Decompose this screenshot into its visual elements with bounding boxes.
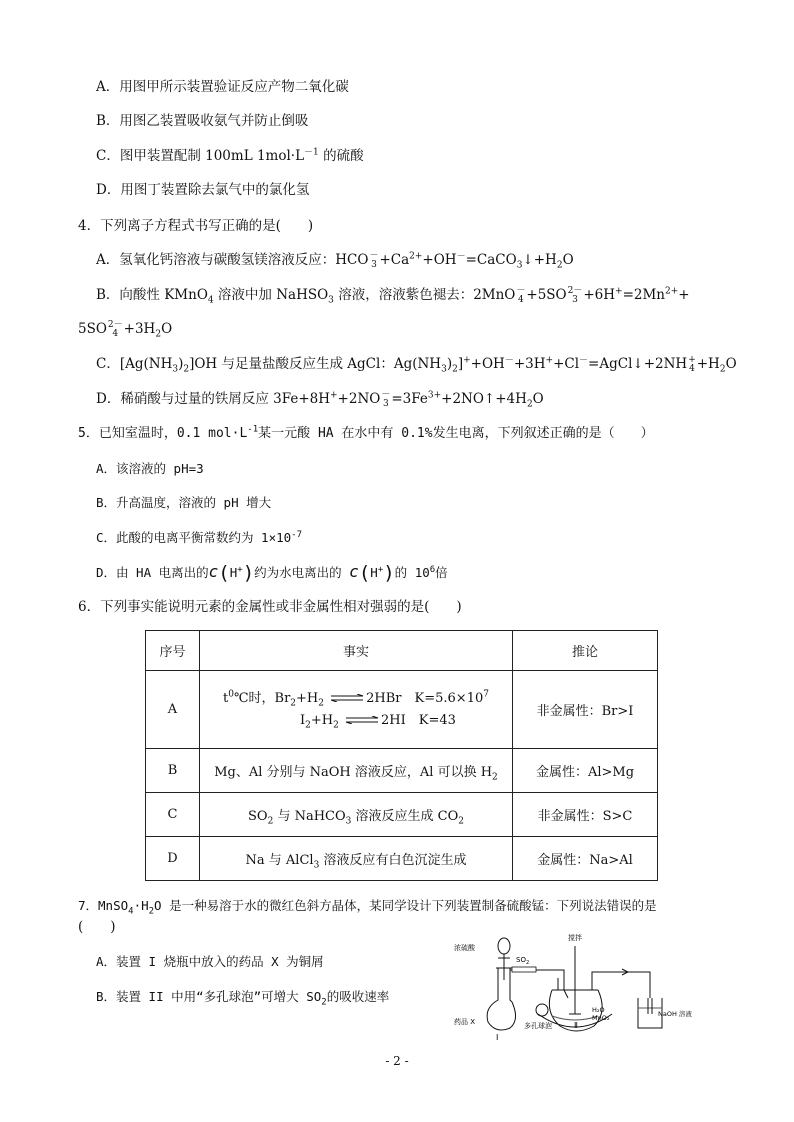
table-header-row (146, 631, 658, 671)
q7-stem: 7．$MnSO_4\cdot H_2O$ 是一种易溶于水的微红色斜方晶体，某同学设计下列装置制备硫酸锰：下列说法错误的是 (78, 898, 657, 917)
label-stir: 搅拌 (568, 934, 582, 942)
q3-option-c: C．图甲装置配制 100mL $1mol\cdot L^{-1}$ 的硫酸 (96, 147, 364, 164)
header-conclusion: 推论 (513, 631, 658, 671)
q7-option-a: A．装置 I 烧瓶中放入的药品 X 为铜屑 (96, 954, 324, 969)
page-number: - 2 - (385, 1054, 409, 1068)
table-row (146, 793, 658, 837)
row-fact: $SO_2$ 与 NaHCO$_3$ 溶液反应生成 $CO_2$ (200, 793, 513, 837)
q3-option-b: B．用图乙装置吸收氨气并防止倒吸 (96, 113, 309, 129)
dropping-funnel (498, 938, 510, 980)
q4-option-b: B．向酸性 KMnO$_4$ 溶液中加 NaHSO$_3$ 溶液，溶液紫色褪去：2MnO － 4 +5SO 2－ 3 $+6H^+=2Mn^{2+}+$ (96, 285, 690, 306)
q5-option-c: C．此酸的电离平衡常数约为 $1\times 10^{-7}$ (96, 529, 302, 545)
q6-stem: 6．下列事实能说明元素的金属性或非金属性相对强弱的是( ) (78, 599, 462, 615)
q7-option-b: B．装置 II 中用“多孔球泡”可增大 $SO_2$的吸收速率 (96, 989, 390, 1008)
q4-stem: 4．下列离子方程式书写正确的是( ) (78, 218, 314, 234)
row-conclusion: 金属性：Al>Mg (513, 749, 658, 793)
table-row (146, 749, 658, 793)
header-fact: 事实 (200, 631, 513, 671)
equilibrium-arrow-icon (330, 694, 364, 702)
q5-stem: 5．已知室温时，0.1 $mol\cdot L^{-1}$某一元酸 HA 在水中有 0.1%发生电离，下列叙述正确的是（ ） (78, 424, 654, 441)
label-flask-ii: Ⅱ (574, 1021, 578, 1030)
equilibrium-arrow-icon (345, 716, 379, 724)
label-h2o: H₂O (592, 1006, 605, 1014)
flask-i (487, 968, 515, 1030)
mnso4-apparatus-diagram (452, 928, 704, 1044)
row-fact: Mg、Al 分别与 NaOH 溶液反应，Al 可以换 $H_2$ (200, 749, 513, 793)
q5-option-d: D．由 HA 电离出的c(H+)约为水电离出的 c(H+)的 $10^6$倍 (96, 562, 448, 584)
row-conclusion: 非金属性：S>C (513, 793, 658, 837)
q5-option-a: A．该溶液的 pH=3 (96, 461, 204, 476)
label-conc-acid: 浓硫酸 (454, 944, 475, 952)
q6-facts-table (145, 630, 658, 881)
delivery-tube (510, 970, 568, 998)
label-porous-bulb: 多孔球泡 (524, 1022, 552, 1030)
label-drug-x: 药品 X (454, 1018, 476, 1026)
q4-option-b-continued: 5SO 2－ 4 $+3H_2O$ (78, 319, 173, 340)
label-naoh: NaOH 溶液 (658, 1010, 692, 1018)
row-conclusion: 金属性：Na>Al (513, 837, 658, 881)
label-so2: $SO_2$ (516, 956, 530, 966)
row-id: D (146, 837, 200, 881)
row-id: A (146, 671, 200, 749)
row-fact: Na 与 AlCl$_3$ 溶液反应有白色沉淀生成 (200, 837, 513, 881)
table-row (146, 837, 658, 881)
table-row (146, 671, 658, 749)
q4-option-a: A．氢氧化钙溶液与碳酸氢镁溶液反应：HCO － 3 $+Ca^{2+}+OH^-=CaCO_3↓+H_2O$ (96, 250, 574, 271)
header-index: 序号 (146, 631, 200, 671)
q4-option-d: D．稀硝酸与过量的铁屑反应 3Fe+8H++2NO － 3 $=3Fe^{3+}+2NO↑+4H_2O$ (96, 389, 544, 410)
stirrer (569, 946, 581, 1014)
label-mno2: MnO₂ (592, 1014, 610, 1022)
label-flask-i: Ⅰ (496, 1033, 499, 1042)
q3-option-a: A．用图甲所示装置验证反应产物二氧化碳 (96, 79, 349, 95)
row-id: C (146, 793, 200, 837)
q4-option-c: C．$[Ag(NH_3)_2]OH$ 与足量盐酸反应生成 AgCl：$Ag(NH_3)_2]^++OH^-+3H^++Cl^-=AgCl↓+2NH$ + 4 $+H_2O$ (96, 354, 737, 375)
q5-option-b: B．升高温度，溶液的 pH 增大 (96, 495, 272, 510)
q7-stem-paren: ( ) (78, 919, 116, 935)
porous-bulb (536, 1004, 548, 1016)
row-id: B (146, 749, 200, 793)
q3-option-d: D．用图丁装置除去氯气中的氯化氢 (96, 182, 310, 198)
row-fact: $t^0℃$时，$Br_2+H_2$ 2HBr $K=5.6\times 10^7$ $I_2+H_2$ 2HI K=43 (200, 671, 513, 749)
exhaust-tube (592, 972, 650, 998)
row-conclusion: 非金属性：Br>I (513, 671, 658, 749)
